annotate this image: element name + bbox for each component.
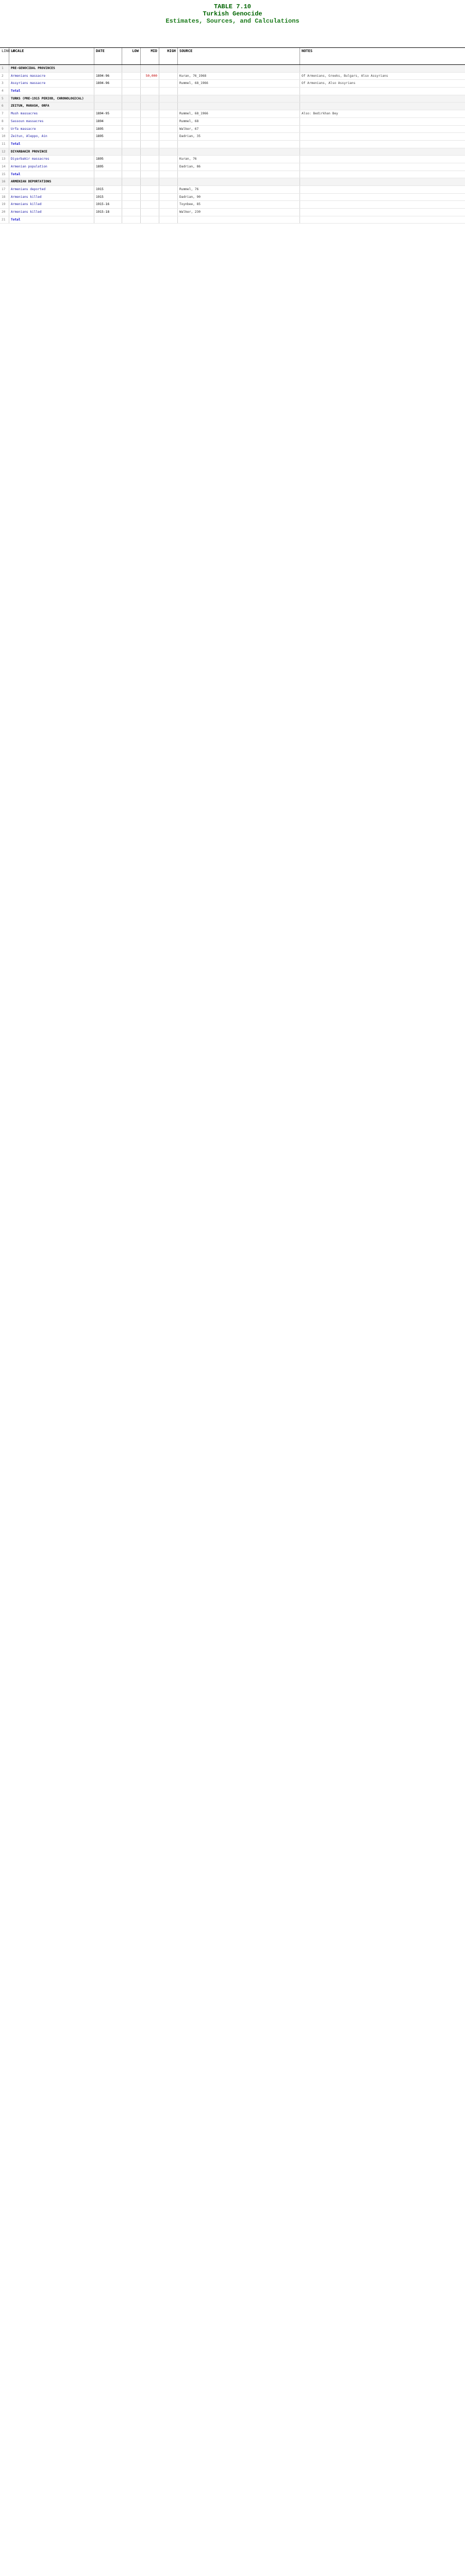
cell-notes xyxy=(300,194,465,201)
cell-notes xyxy=(300,216,465,224)
table-row xyxy=(0,126,465,133)
cell-mid xyxy=(141,133,159,140)
cell-low xyxy=(122,95,141,103)
cell-line-no: 1 xyxy=(0,65,9,72)
cell-source xyxy=(178,103,300,110)
cell-high xyxy=(159,148,178,156)
table-row xyxy=(0,133,465,141)
table-row xyxy=(0,80,465,88)
table-row xyxy=(0,163,465,171)
cell-locale: ARMENIAN DEPORTATIONS xyxy=(9,178,94,185)
col-source: SOURCE xyxy=(178,48,300,64)
cell-date: 1894 xyxy=(94,118,122,125)
cell-mid xyxy=(141,118,159,125)
col-locale: LOCALE xyxy=(9,48,94,64)
cell-mid xyxy=(141,194,159,201)
section-row xyxy=(0,103,465,110)
cell-line-no: 3 xyxy=(0,80,9,87)
cell-source xyxy=(178,95,300,103)
cell-low xyxy=(122,171,141,178)
cell-high xyxy=(159,216,178,224)
cell-high xyxy=(159,209,178,216)
cell-low xyxy=(122,118,141,125)
cell-line-no: 6 xyxy=(0,103,9,110)
cell-locale: Armenians massacre xyxy=(9,73,94,80)
cell-locale: Mush massacres xyxy=(9,110,94,117)
table-row xyxy=(0,73,465,80)
col-date: DATE xyxy=(94,48,122,64)
cell-locale: DIYARBAKIR PROVINCE xyxy=(9,148,94,156)
table-row xyxy=(0,110,465,118)
cell-date xyxy=(94,95,122,103)
cell-source: Dadrian, 90 xyxy=(178,194,300,201)
cell-date: 1915 xyxy=(94,194,122,201)
cell-source: Walker, 67 xyxy=(178,126,300,133)
cell-locale: PRE-GENOCIDAL PROVINCES xyxy=(9,65,94,72)
cell-mid xyxy=(141,186,159,193)
cell-line-no: 21 xyxy=(0,216,9,224)
cell-mid xyxy=(141,80,159,87)
cell-notes xyxy=(300,65,465,72)
table-row xyxy=(0,118,465,126)
cell-date: 1915-16 xyxy=(94,201,122,208)
cell-date: 1895 xyxy=(94,156,122,163)
cell-date: 1895 xyxy=(94,163,122,171)
table-title: Turkish Genocide xyxy=(203,10,262,18)
cell-high xyxy=(159,80,178,87)
cell-mid xyxy=(141,216,159,224)
cell-high xyxy=(159,73,178,80)
section-row xyxy=(0,95,465,103)
cell-source xyxy=(178,216,300,224)
cell-source: Rummel, 68_1966 xyxy=(178,80,300,87)
cell-line-no: 17 xyxy=(0,186,9,193)
cell-low xyxy=(122,156,141,163)
cell-source xyxy=(178,178,300,185)
cell-notes xyxy=(300,95,465,103)
cell-mid xyxy=(141,163,159,171)
cell-locale: Diyarbakir massacres xyxy=(9,156,94,163)
cell-notes xyxy=(300,126,465,133)
cell-locale: Armenian population xyxy=(9,163,94,171)
cell-notes xyxy=(300,209,465,216)
cell-low xyxy=(122,110,141,117)
cell-source xyxy=(178,171,300,178)
cell-line-no: 8 xyxy=(0,118,9,125)
cell-low xyxy=(122,148,141,156)
cell-notes xyxy=(300,171,465,178)
cell-source xyxy=(178,148,300,156)
spreadsheet xyxy=(0,47,465,224)
cell-source xyxy=(178,141,300,148)
table-row xyxy=(0,186,465,194)
cell-notes xyxy=(300,178,465,185)
cell-date xyxy=(94,141,122,148)
cell-locale: TURKS (PRE-1915 PERIOD, CHRONOLOGICAL) xyxy=(9,95,94,103)
cell-source: Toynbee, 85 xyxy=(178,201,300,208)
cell-locale: Total xyxy=(9,141,94,148)
cell-high xyxy=(159,171,178,178)
cell-high xyxy=(159,163,178,171)
col-line-no: LINE # xyxy=(0,48,9,64)
cell-high xyxy=(159,178,178,185)
cell-source: Walker, 230 xyxy=(178,209,300,216)
cell-low xyxy=(122,163,141,171)
cell-locale: ZEITUN, MARASH, ORFA xyxy=(9,103,94,110)
cell-low xyxy=(122,201,141,208)
cell-locale: Armenians killed xyxy=(9,201,94,208)
cell-low xyxy=(122,209,141,216)
cell-date xyxy=(94,65,122,72)
cell-mid xyxy=(141,88,159,95)
cell-line-no: 15 xyxy=(0,171,9,178)
cell-mid xyxy=(141,156,159,163)
cell-date xyxy=(94,148,122,156)
cell-mid xyxy=(141,171,159,178)
cell-notes xyxy=(300,103,465,110)
total-row xyxy=(0,88,465,95)
cell-line-no: 9 xyxy=(0,126,9,133)
cell-high xyxy=(159,141,178,148)
cell-low xyxy=(122,103,141,110)
cell-notes: Also: Bedirkhan Bey xyxy=(302,112,338,116)
cell-source: Kuran, 76 xyxy=(178,156,300,163)
cell-locale: Zeitun, Aleppo, Ain xyxy=(9,133,94,140)
cell-mid xyxy=(141,95,159,103)
cell-line-no: 13 xyxy=(0,156,9,163)
cell-locale: Total xyxy=(9,216,94,224)
table-row xyxy=(0,194,465,201)
cell-notes xyxy=(300,163,465,171)
cell-notes xyxy=(300,156,465,163)
cell-source: Rummel, 68_1966 xyxy=(178,110,300,117)
cell-low xyxy=(122,126,141,133)
cell-locale: Assyrians massacre xyxy=(9,80,94,87)
cell-mid xyxy=(141,141,159,148)
cell-high xyxy=(159,110,178,117)
table-row xyxy=(0,201,465,209)
total-row xyxy=(0,141,465,148)
cell-high xyxy=(159,126,178,133)
cell-line-no: 20 xyxy=(0,209,9,216)
cell-line-no: 10 xyxy=(0,133,9,140)
cell-source xyxy=(178,88,300,95)
cell-line-no: 12 xyxy=(0,148,9,156)
cell-notes: Of Armenians, Also Assyrians xyxy=(302,81,356,86)
cell-locale: Sassoun massacres xyxy=(9,118,94,125)
table-number: TABLE 7.10 xyxy=(213,3,251,10)
cell-mid xyxy=(141,65,159,72)
cell-mid: 50,000 xyxy=(141,73,159,80)
cell-mid xyxy=(141,209,159,216)
cell-line-no: 2 xyxy=(0,73,9,80)
cell-high xyxy=(159,65,178,72)
cell-locale: Armenians deported xyxy=(9,186,94,193)
cell-notes xyxy=(300,148,465,156)
cell-date: 1894-96 xyxy=(94,80,122,87)
cell-mid xyxy=(141,178,159,185)
col-notes: NOTES xyxy=(302,49,313,53)
cell-locale: Armenians killed xyxy=(9,209,94,216)
section-row xyxy=(0,148,465,156)
col-high: HIGH xyxy=(159,48,178,64)
document-header xyxy=(0,0,465,47)
col-mid: MID xyxy=(141,48,159,64)
cell-high xyxy=(159,156,178,163)
cell-date: 1894-95 xyxy=(94,110,122,117)
cell-high xyxy=(159,88,178,95)
cell-locale: Urfa massacre xyxy=(9,126,94,133)
cell-notes xyxy=(300,118,465,125)
col-low: LOW xyxy=(122,48,141,64)
cell-locale: Armenians killed xyxy=(9,194,94,201)
cell-source xyxy=(178,65,300,72)
cell-source: Rummel, 76 xyxy=(178,186,300,193)
cell-line-no: 7 xyxy=(0,110,9,117)
cell-high xyxy=(159,186,178,193)
cell-source: Dadrian, 35 xyxy=(178,133,300,140)
total-row xyxy=(0,171,465,179)
table-row xyxy=(0,209,465,216)
cell-mid xyxy=(141,110,159,117)
cell-locale: Total xyxy=(9,88,94,95)
table-subtitle: Estimates, Sources, and Calculations xyxy=(165,18,300,25)
cell-low xyxy=(122,65,141,72)
cell-date xyxy=(94,171,122,178)
cell-notes xyxy=(300,186,465,193)
cell-low xyxy=(122,88,141,95)
cell-date: 1895 xyxy=(94,126,122,133)
cell-low xyxy=(122,186,141,193)
table-body xyxy=(0,65,465,224)
cell-source: Kuran, 76_1968 xyxy=(178,73,300,80)
cell-low xyxy=(122,73,141,80)
cell-high xyxy=(159,95,178,103)
cell-high xyxy=(159,133,178,140)
cell-date: 1915 xyxy=(94,186,122,193)
cell-notes xyxy=(300,141,465,148)
cell-date xyxy=(94,178,122,185)
cell-notes xyxy=(300,133,465,140)
cell-notes xyxy=(300,88,465,95)
cell-mid xyxy=(141,126,159,133)
cell-notes xyxy=(300,201,465,208)
cell-line-no: 14 xyxy=(0,163,9,171)
cell-low xyxy=(122,178,141,185)
cell-date: 1915-18 xyxy=(94,209,122,216)
total-row xyxy=(0,216,465,224)
cell-high xyxy=(159,194,178,201)
column-header-row xyxy=(0,47,465,65)
cell-high xyxy=(159,201,178,208)
cell-date: 1895 xyxy=(94,133,122,140)
section-row xyxy=(0,65,465,73)
cell-date: 1894-96 xyxy=(94,73,122,80)
cell-low xyxy=(122,80,141,87)
cell-low xyxy=(122,216,141,224)
cell-line-no: 5 xyxy=(0,95,9,103)
cell-mid xyxy=(141,201,159,208)
cell-low xyxy=(122,141,141,148)
cell-high xyxy=(159,103,178,110)
cell-mid xyxy=(141,148,159,156)
cell-date xyxy=(94,216,122,224)
cell-low xyxy=(122,133,141,140)
table-row xyxy=(0,156,465,163)
cell-high xyxy=(159,118,178,125)
cell-low xyxy=(122,194,141,201)
section-row xyxy=(0,178,465,186)
cell-line-no: 11 xyxy=(0,141,9,148)
cell-notes: Of Armenians, Greeks, Bulgars, Also Assyrians xyxy=(302,74,388,78)
cell-date xyxy=(94,88,122,95)
cell-line-no: 19 xyxy=(0,201,9,208)
cell-locale: Total xyxy=(9,171,94,178)
cell-source: Dadrian, 86 xyxy=(178,163,300,171)
cell-line-no: 16 xyxy=(0,178,9,185)
cell-date xyxy=(94,103,122,110)
cell-source: Rummel, 68 xyxy=(178,118,300,125)
cell-mid xyxy=(141,103,159,110)
cell-line-no: 4 xyxy=(0,88,9,95)
cell-line-no: 18 xyxy=(0,194,9,201)
